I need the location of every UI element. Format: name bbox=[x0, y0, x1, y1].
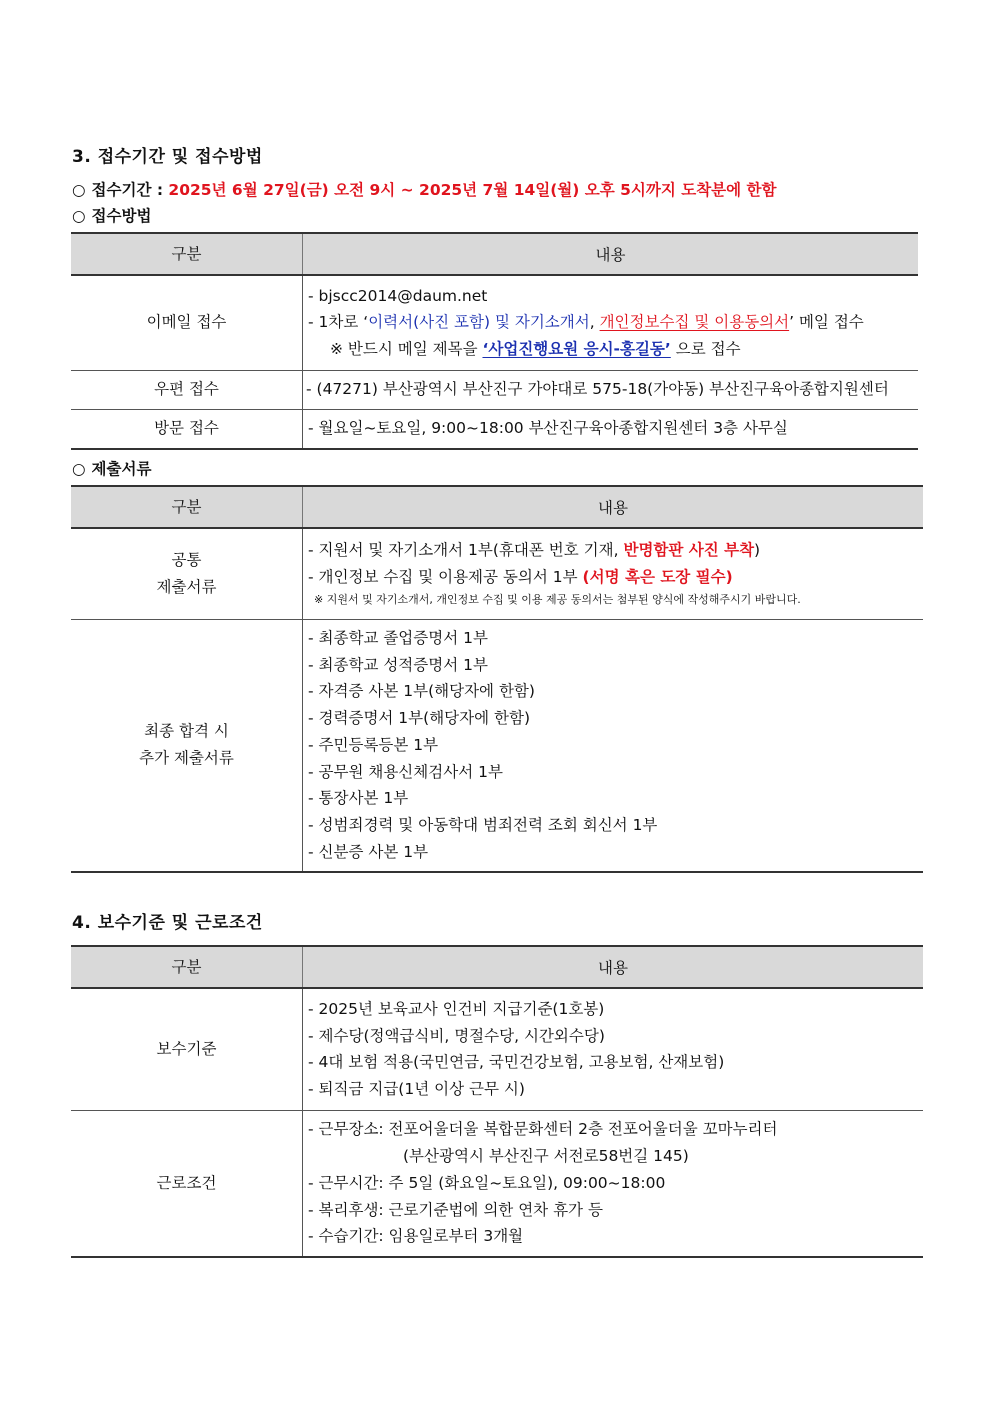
label-line: 추가 제출서류 bbox=[139, 749, 234, 768]
circle-bullet: ○ bbox=[72, 181, 86, 199]
text-red: 반명함판 사진 부착 bbox=[623, 541, 755, 560]
text-red-underlined: 개인정보수집 및 이용동의서 bbox=[599, 313, 790, 332]
table-row bbox=[71, 619, 923, 872]
header-col2: 내용 bbox=[303, 486, 924, 528]
text: ) bbox=[754, 541, 761, 560]
pay-content bbox=[303, 988, 924, 1110]
docs-line bbox=[72, 457, 151, 479]
label-line: 최종 합격 시 bbox=[144, 722, 229, 741]
email-line3 bbox=[308, 336, 918, 363]
submission-method-table bbox=[71, 232, 918, 450]
post-value: - (47271) 부산광역시 부산진구 가야대로 575-18(가야동) 부산진구육아종합지원센터 bbox=[303, 370, 919, 409]
list-item: - 공무원 채용신체검사서 1부 bbox=[308, 762, 503, 781]
period-label: 접수기간 : bbox=[91, 181, 169, 199]
common-note: ※ 지원서 및 자기소개서, 개인정보 수집 및 이용 제공 동의서는 첨부된 양식에 작성해주시기 바랍니다. bbox=[314, 593, 801, 607]
list-item: (부산광역시 부산진구 서전로58번길 145) bbox=[403, 1147, 689, 1166]
email-address: - bjscc2014@daum.net bbox=[308, 286, 488, 305]
list-item: - 성범죄경력 및 아동학대 범죄전력 조회 회신서 1부 bbox=[308, 816, 658, 834]
text: ’ 메일 접수 bbox=[789, 313, 864, 332]
header-col1: 구분 bbox=[71, 946, 303, 988]
email-content bbox=[303, 275, 919, 370]
visit-value: - 월요일~토요일, 9:00~18:00 부산진구육아종합지원센터 3층 사무실 bbox=[303, 409, 919, 449]
docs-label: 제출서류 bbox=[91, 460, 152, 478]
visit-label: 방문 접수 bbox=[71, 409, 303, 449]
list-item: - 근무시간: 주 5일 (화요일~토요일), 09:00~18:00 bbox=[308, 1173, 666, 1192]
label-line: 공통 bbox=[171, 550, 202, 569]
header-col1: 구분 bbox=[71, 486, 303, 528]
email-label: 이메일 접수 bbox=[71, 275, 303, 370]
table-row bbox=[71, 370, 918, 409]
documents-table bbox=[71, 485, 923, 873]
list-item: - 최종학교 성적증명서 1부 bbox=[308, 655, 488, 674]
list-item: - 근무장소: 전포어울더울 복합문화센터 2층 전포어울더울 꼬마누리터 bbox=[308, 1120, 778, 1139]
method-label: 접수방법 bbox=[91, 207, 152, 225]
text: - 지원서 및 자기소개서 1부(휴대폰 번호 기재, bbox=[308, 541, 624, 560]
header-col2: 내용 bbox=[303, 233, 919, 275]
list-item: - 최종학교 졸업증명서 1부 bbox=[308, 629, 488, 648]
list-item: - 수습기간: 임용일로부터 3개월 bbox=[308, 1227, 524, 1246]
text-red: (서명 혹은 도장 필수) bbox=[582, 567, 733, 586]
common-docs-label bbox=[71, 528, 303, 619]
table-row bbox=[71, 528, 923, 619]
section4-title: 4. 보수기준 및 근로조건 bbox=[72, 913, 263, 933]
text: - 개인정보 수집 및 이용제공 동의서 1부 bbox=[308, 567, 583, 586]
list-item: - 4대 보험 적용(국민연금, 국민건강보험, 고용보험, 산재보험) bbox=[308, 1053, 725, 1072]
text: 으로 접수 bbox=[670, 340, 741, 359]
label-line: 제출서류 bbox=[156, 577, 217, 596]
text: , bbox=[589, 313, 600, 332]
period-line bbox=[72, 178, 776, 200]
list-item: - 경력증명서 1부(해당자에 한함) bbox=[308, 709, 531, 728]
text: - 1차로 ‘ bbox=[308, 313, 369, 332]
table-row bbox=[71, 409, 918, 449]
table-row bbox=[71, 988, 923, 1110]
pay-label: 보수기준 bbox=[71, 988, 303, 1110]
work-content bbox=[303, 1110, 924, 1257]
pay-conditions-table bbox=[71, 945, 923, 1258]
list-item: - 통장사본 1부 bbox=[308, 789, 409, 808]
text-blue: 이력서(사진 포함) 및 자기소개서 bbox=[368, 313, 590, 332]
list-item: - 자격증 사본 1부(해당자에 한함) bbox=[308, 682, 535, 701]
circle-bullet: ○ bbox=[72, 460, 86, 478]
list-item: - 복리후생: 근로기준법에 의한 연차 휴가 등 bbox=[308, 1200, 603, 1219]
section3-title: 3. 접수기간 및 접수방법 bbox=[72, 147, 263, 167]
email-subject-format: ‘사업진행요원 응시-홍길동’ bbox=[482, 340, 671, 359]
list-item: - 2025년 보육교사 인건비 지급기준(1호봉) bbox=[308, 999, 605, 1018]
header-col1: 구분 bbox=[71, 233, 303, 275]
period-value: 2025년 6월 27일(금) 오전 9시 ~ 2025년 7월 14일(월) 오후 5시까지 도착분에 한함 bbox=[168, 181, 777, 199]
header-col2: 내용 bbox=[303, 946, 924, 988]
common-docs-content bbox=[303, 528, 924, 619]
circle-bullet: ○ bbox=[72, 207, 86, 225]
method-line bbox=[72, 204, 151, 226]
list-item: - 제수당(정액급식비, 명절수당, 시간외수당) bbox=[308, 1026, 605, 1045]
table-row bbox=[71, 1110, 923, 1257]
text: ※ 반드시 메일 제목을 bbox=[330, 340, 483, 359]
common-line1 bbox=[308, 537, 923, 564]
work-label: 근로조건 bbox=[71, 1110, 303, 1257]
final-docs-label bbox=[71, 619, 303, 872]
common-line2 bbox=[308, 564, 923, 591]
list-item: - 주민등록등본 1부 bbox=[308, 735, 439, 754]
list-item: - 퇴직금 지급(1년 이상 근무 시) bbox=[308, 1079, 525, 1098]
email-line2 bbox=[308, 309, 918, 336]
list-item: - 신분증 사본 1부 bbox=[308, 842, 429, 861]
final-docs-content bbox=[303, 619, 924, 872]
post-label: 우편 접수 bbox=[71, 370, 303, 409]
table-row bbox=[71, 275, 918, 370]
